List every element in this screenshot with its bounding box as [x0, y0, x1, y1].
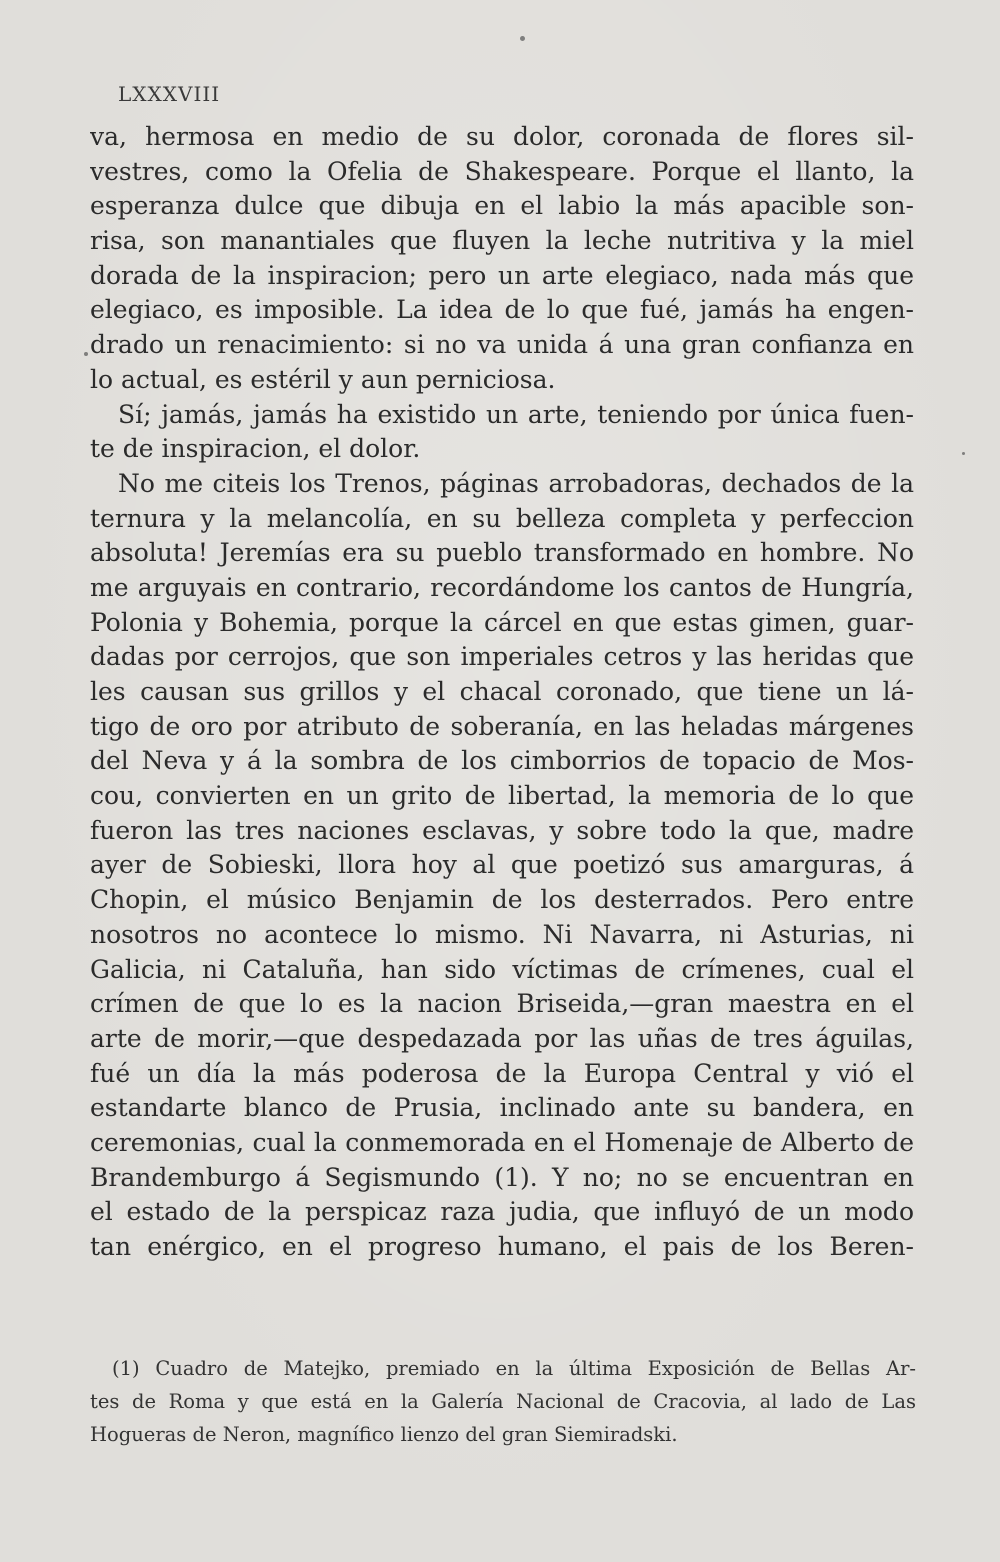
page-number-header: LXXXVIII: [118, 82, 221, 106]
text-line: fueron las tres naciones esclavas, y sobre todo la que, madre: [90, 815, 914, 845]
ink-speck: [962, 452, 965, 455]
text-line: tigo de oro por atributo de soberanía, en las heladas márgenes: [90, 711, 914, 741]
text-line: el estado de la perspicaz raza judia, que influyó de un modo: [90, 1197, 914, 1227]
text-line: crímen de que lo es la nacion Briseida,—gran maestra en el: [90, 989, 914, 1019]
text-line: absoluta! Jeremías era su pueblo transformado en hombre. No: [90, 538, 914, 568]
footnote-line: tes de Roma y que está en la Galería Nacional de Cracovia, al lado de Las: [90, 1390, 916, 1413]
text-line: va, hermosa en medio de su dolor, coronada de flores sil-: [90, 122, 914, 151]
ink-speck: [520, 36, 525, 41]
text-line: ceremonias, cual la conmemorada en el Homenaje de Alberto de: [90, 1127, 914, 1157]
ink-speck: [84, 352, 88, 356]
text-line: drado un renacimiento: si no va unida á una gran confianza en: [90, 330, 914, 360]
text-line: te de inspiracion, el dolor.: [90, 434, 421, 464]
text-line: risa, son manantiales que fluyen la leche nutritiva y la miel: [90, 226, 914, 256]
text-line: No me citeis los Trenos, páginas arrobadoras, dechados de la: [118, 468, 914, 498]
text-line: nosotros no acontece lo mismo. Ni Navarra, ni Asturias, ni: [90, 919, 914, 949]
body-text: [90, 120, 914, 1265]
text-line: arte de morir,—que despedazada por las uñas de tres águilas,: [90, 1023, 914, 1053]
text-line: Brandemburgo á Segismundo (1). Y no; no se encuentran en: [90, 1162, 914, 1192]
text-line: Polonia y Bohemia, porque la cárcel en que estas gimen, guar-: [90, 607, 914, 637]
text-line: cou, convierten en un grito de libertad, la memoria de lo que: [90, 781, 914, 811]
text-line: Chopin, el músico Benjamin de los desterrados. Pero entre: [90, 885, 914, 915]
text-line: vestres, como la Ofelia de Shakespeare. Porque el llanto, la: [90, 156, 914, 186]
text-line: esperanza dulce que dibuja en el labio la más apacible son-: [90, 191, 914, 221]
text-line: ayer de Sobieski, llora hoy al que poetizó sus amarguras, á: [90, 850, 914, 880]
text-line: les causan sus grillos y el chacal coronado, que tiene un lá-: [90, 677, 914, 706]
text-line: Galicia, ni Cataluña, han sido víctimas de crímenes, cual el: [90, 954, 914, 984]
text-line: estandarte blanco de Prusia, inclinado ante su bandera, en: [90, 1093, 914, 1123]
text-line: lo actual, es estéril y aun perniciosa.: [90, 364, 556, 394]
text-line: fué un día la más poderosa de la Europa Central y vió el: [90, 1058, 914, 1088]
footnote-line: (1) Cuadro de Matejko, premiado en la última Exposición de Bellas Ar-: [112, 1357, 916, 1380]
footnotes: [90, 1352, 916, 1451]
text-line: Sí; jamás, jamás ha existido un arte, teniendo por única fuen-: [118, 399, 914, 429]
footnote-line: Hogueras de Neron, magnífico lienzo del gran Siemiradski.: [90, 1423, 678, 1446]
text-line: dadas por cerrojos, que son imperiales cetros y las heridas que: [90, 642, 914, 672]
text-line: me arguyais en contrario, recordándome los cantos de Hungría,: [90, 572, 914, 602]
text-line: dorada de la inspiracion; pero un arte elegiaco, nada más que: [90, 260, 914, 290]
text-line: tan enérgico, en el progreso humano, el pais de los Beren-: [90, 1232, 914, 1261]
text-line: ternura y la melancolía, en su belleza completa y perfeccion: [90, 503, 914, 533]
text-line: elegiaco, es imposible. La idea de lo que fué, jamás ha engen-: [90, 295, 914, 325]
text-line: del Neva y á la sombra de los cimborrios de topacio de Mos-: [90, 746, 914, 776]
